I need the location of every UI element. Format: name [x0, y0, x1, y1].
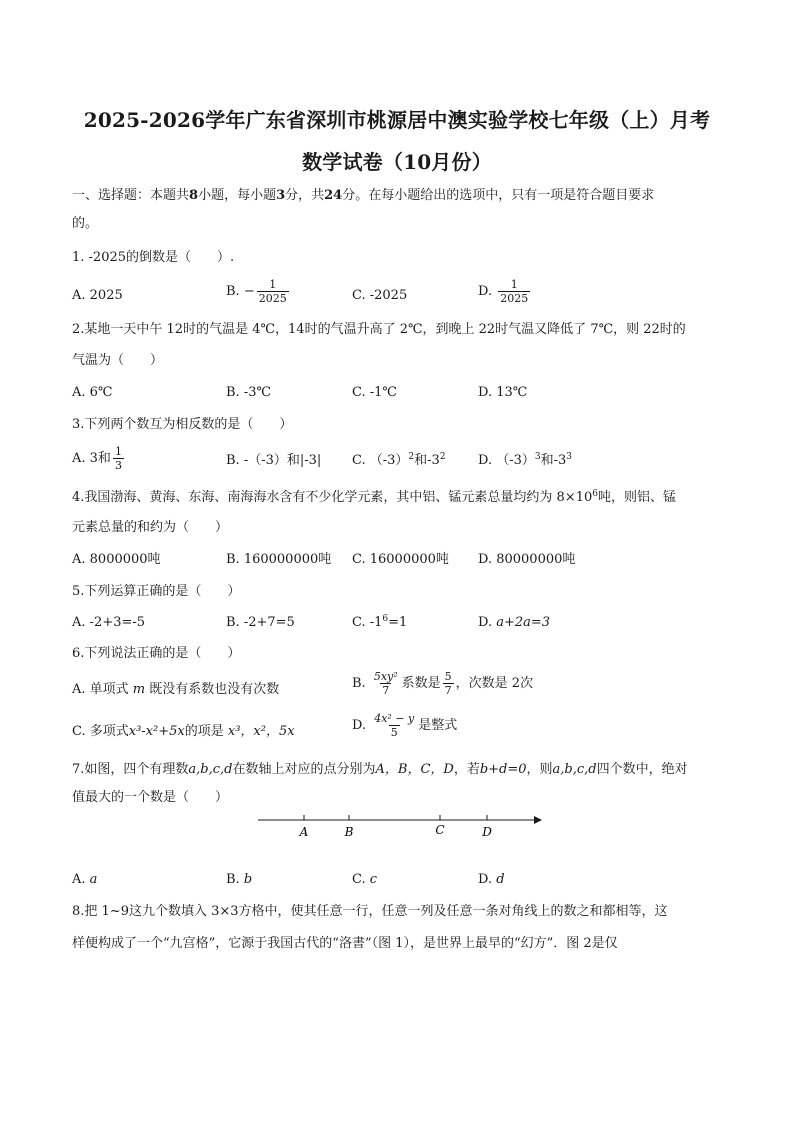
q2-stem-line2: 气温为（ ） [72, 353, 164, 368]
q4-option-c: C. 16000000吨 [352, 552, 449, 567]
q1-stem: 1. -2025的倒数是（ ）. [72, 250, 235, 265]
q2-option-d: D. 13℃ [478, 385, 528, 400]
number-line-arrow [534, 816, 542, 824]
q4-option-b: B. 160000000吨 [226, 552, 332, 567]
q6-stem: 6.下列说法正确的是（ ） [72, 646, 241, 661]
q7-option-a: A. a [72, 872, 98, 887]
point-label-a: A [299, 825, 309, 839]
q3-a-fraction: $\frac{1}{3}$ [114, 445, 122, 472]
q2-option-b: B. -3℃ [226, 385, 272, 400]
q3-stem: 3.下列两个数互为相反数的是（ ） [72, 417, 293, 432]
q7-stem-line2: 值最大的一个数是（ ） [72, 790, 229, 805]
q7-option-b: B. b [226, 872, 253, 887]
q6-option-a: A. 单项式 m 既没有系数也没有次数 [72, 682, 280, 697]
q5-option-b: B. -2+7=5 [226, 615, 295, 630]
q7-option-d: D. d [478, 872, 505, 887]
q7-option-c: C. c [352, 872, 378, 887]
q6-option-c: C. 多项式x³-x²+5x的项是 x³，x²，5x [72, 724, 295, 739]
q3-option-b: B. -（-3）和|-3| [226, 453, 322, 468]
section-instructions: 一、选择题：本题共8小题，每小题3分，共24分。在每小题给出的选项中，只有一项是符合题目要求 [72, 188, 655, 203]
exam-title-line2: 数学试卷（10月份） [302, 150, 492, 174]
q4-option-a: A. 8000000吨 [72, 552, 161, 567]
point-label-d: D [482, 825, 492, 839]
exam-title-line1: 2025-2026学年广东省深圳市桃源居中澳实验学校七年级（上）月考 [83, 108, 711, 132]
number-line-figure [256, 806, 546, 842]
point-label-c: C [435, 823, 445, 837]
q2-option-a: A. 6℃ [72, 385, 113, 400]
q8-stem-line1: 8.把 1~9这九个数填入 3×3方格中，使其任意一行，任意一列及任意一条对角线上的数之和都相等，这 [72, 904, 668, 919]
q2-stem-line1: 2.某地一天中午 12时的气温是 4℃，14时的气温升高了 2℃，到晚上 22时气温又降低了 7℃，则 22时的 [72, 322, 686, 337]
q1-option-b: B. − $\frac{1}{2025}$ [226, 278, 287, 305]
q3-option-c: C. $(-3)^2$和$-3^2$ [352, 452, 446, 468]
q6-b-fraction: $\frac{\text{5xy²}}{7}$ [373, 670, 398, 697]
q1-option-c: C. -2025 [352, 288, 408, 303]
q6-option-d: D. $\frac{\text{4x² − y}}{5}$ 是整式 [352, 712, 458, 739]
q5-option-d: D. a+2a=3 [478, 615, 551, 630]
point-label-b: B [344, 825, 354, 839]
q5-option-c: C. $-1^6=1$ [352, 614, 408, 630]
q5-stem: 5.下列运算正确的是（ ） [72, 584, 241, 599]
q1-option-a: A. 2025 [72, 288, 123, 303]
q4-stem-line1: 4.我国渤海、黄海、东海、南海海水含有不少化学元素，其中铝、锰元素总量均约为 $8\times 10^6$吨，则铝、锰 [72, 489, 676, 505]
q6-d-fraction: $\frac{\text{4x² − y}}{5}$ [374, 712, 415, 739]
q6-option-b: B. $\frac{\text{5xy²}}{7}$ 系数是 $\frac{5}{7}$ ，次数是 2次 [352, 670, 534, 697]
q3-option-a: A. 3和 $\frac{1}{3}$ [72, 445, 122, 472]
q4-option-d: D. 80000000吨 [478, 552, 576, 567]
q2-option-c: C. -1℃ [352, 385, 397, 400]
q7-stem-line1: 7.如图，四个有理数a,b,c,d在数轴上对应的点分别为A，B，C，D，若b+d=0，则a,b,c,d四个数中，绝对 [72, 762, 688, 777]
section-instructions-cont: 的。 [72, 216, 99, 231]
q8-stem-line2: 样便构成了一个“九宫格”，它源于我国古代的“洛書”（图 1），是世界上最早的“幻方”．图 2是仅 [72, 936, 618, 951]
q1-option-d: D. $\frac{1}{2025}$ [478, 278, 529, 305]
q1-d-fraction: $\frac{1}{2025}$ [500, 278, 529, 305]
q3-option-d: D. $(-3)^3$和$-3^3$ [478, 452, 573, 468]
q1-b-fraction: $\frac{1}{2025}$ [258, 278, 287, 305]
q5-option-a: A. -2+3=-5 [72, 615, 146, 630]
q6-b-coef-fraction: $\frac{5}{7}$ [444, 670, 452, 697]
q4-stem-line2: 元素总量的和约为（ ） [72, 520, 229, 535]
